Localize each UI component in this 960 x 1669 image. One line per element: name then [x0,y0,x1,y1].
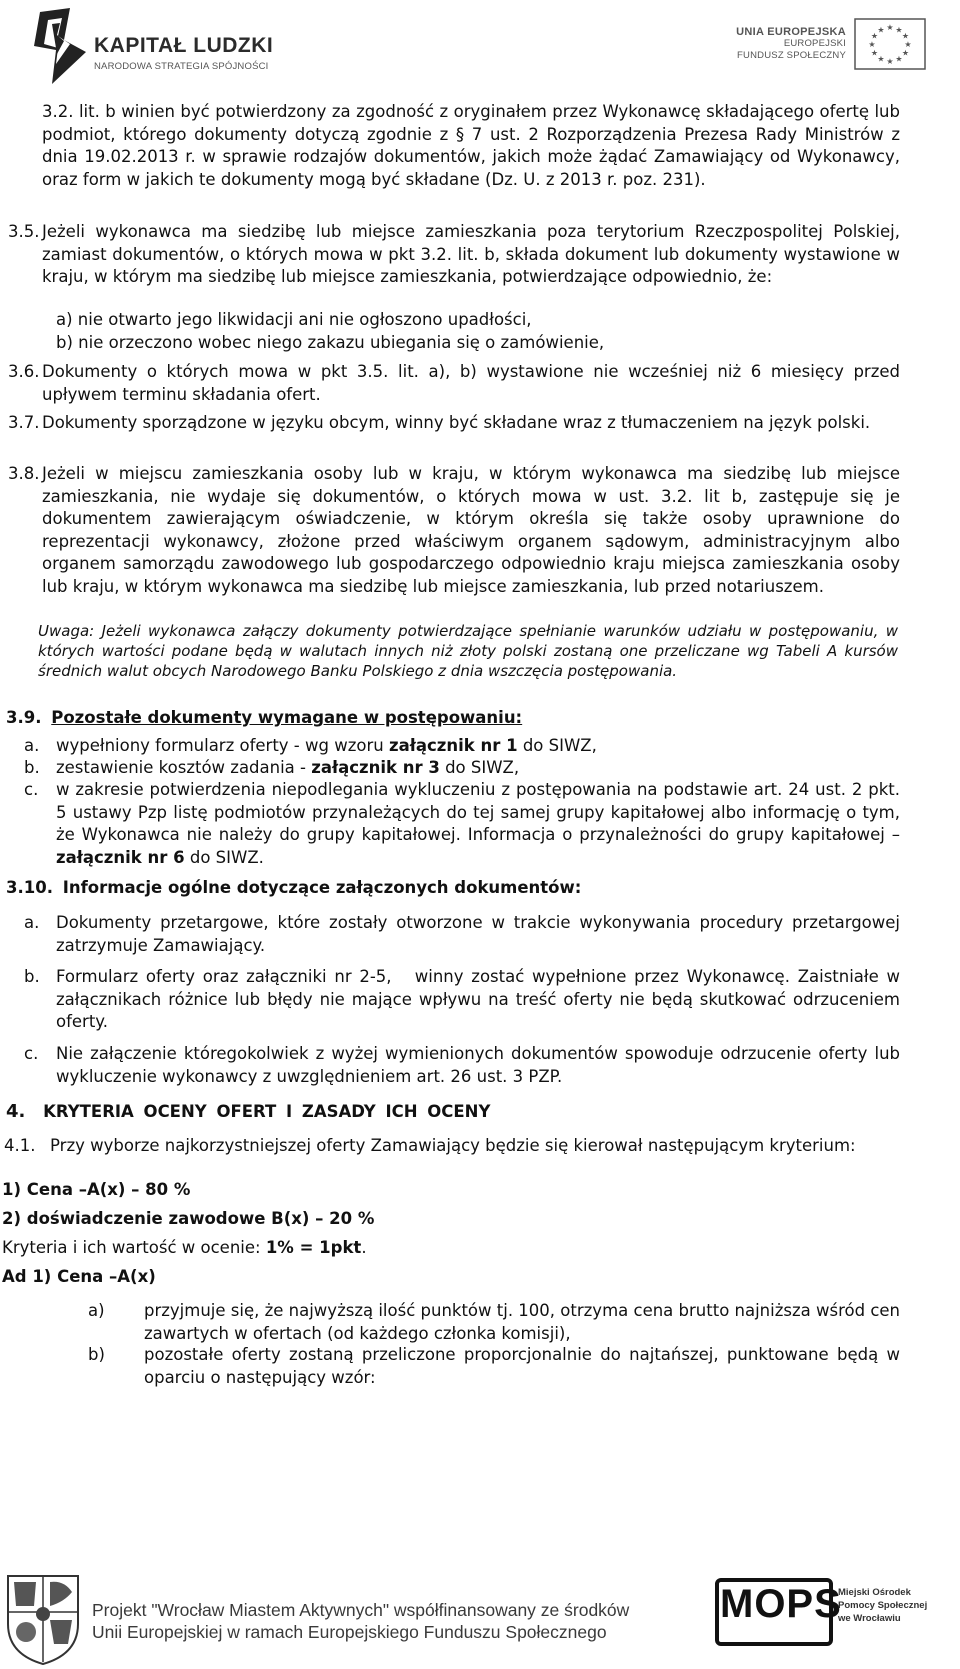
mops-caption-line-3: we Wrocławiu [838,1613,901,1624]
svg-text:★: ★ [886,57,894,66]
eu-logo-text [736,26,846,62]
kapital-ludzki-logo [30,6,330,90]
list-marker: c. [24,780,39,799]
paragraph-3-2: 3.2. lit. b winien być potwierdzony za zgodność z oryginałem przez Wykonawcę składającego ofertę lub podmiot, którego dokumenty dotyczą zgodnie z § 7 ust. 2 Rozporządzenia Prezesa Rady Ministrów z dnia 19.02.2013 r. w sprawie rodzajów dokumentów, jakich może żądać Zamawiający od Wykonawcy, oraz form w jakich te dokumenty mogą być składane (Dz. U. z 2013 r. poz. 231). [42,102,900,189]
eu-line-1: EUROPEJSKI [783,38,846,49]
list-marker: c. [24,1044,39,1063]
heading-3-9 [6,707,522,730]
section-number: 4.1. [4,1136,36,1155]
kapital-ludzki-mark-icon [30,6,90,86]
section-number: 3.5. [8,222,40,241]
heading-text: Informacje ogólne dotyczące załączonych dokumentów: [62,878,582,897]
list-text: wypełniony formularz oferty - wg wzoru załącznik nr 1 do SIWZ, [56,736,597,755]
list-marker: a) [88,1301,105,1320]
paragraph-text: Przy wyborze najkorzystniejszej oferty Zamawiający będzie się kierował następującym kryterium: [50,1136,856,1155]
eu-flag-icon [854,18,926,70]
section-number: 3.9. [6,708,42,727]
criterion-2: 2) doświadczenie zawodowe B(x) – 20 % [2,1209,375,1228]
section-number: 3.10. [6,878,53,897]
list-text: w zakresie potwierdzenia niepodlegania wykluczeniu z postępowania na podstawie art. 24 ust. 2 pkt. 5 ustawy Pzp listę podmiotów przynależących do tej samej grupy kapitałowej albo informację o tym, że Wykonawca nie należy do grupy kapitałowej. Informacja o przynależności do grupy kapitałowej – załącznik nr 6 do SIWZ. [56,780,900,867]
svg-text:★: ★ [868,40,876,49]
heading-4 [6,1101,490,1124]
heading-text: KRYTERIA OCENY OFERT I ZASADY ICH OCENY [43,1102,491,1121]
wroclaw-coat-of-arms-icon [4,1572,82,1666]
svg-text:★: ★ [870,48,879,58]
svg-text:★: ★ [901,48,910,58]
paragraph-text: Dokumenty sporządzone w języku obcym, winny być składane wraz z tłumaczeniem na język polski. [42,413,871,432]
kapital-ludzki-subtitle: NARODOWA STRATEGIA SPÓJNOŚCI [94,61,269,72]
mops-caption-line-1: Miejski Ośrodek [838,1587,911,1598]
footer-line-1: Projekt "Wrocław Miastem Aktywnych" współfinansowany ze środków [92,1600,630,1620]
list-marker: a. [24,913,40,932]
svg-text:★: ★ [877,54,885,64]
list-item-3-5-b: b) nie orzeczono wobec niego zakazu ubiegania się o zamówienie, [56,333,605,352]
section-number: 3.6. [8,362,40,381]
footer-line-2: Unii Europejskiej w ramach Europejskiego Funduszu Społecznego [92,1622,607,1642]
list-text: Dokumenty przetargowe, które zostały otworzone w trakcie wykonywania procedury przetargowej zatrzymuje Zamawiający. [56,913,900,955]
list-marker: b. [24,967,40,986]
list-marker: a. [24,736,40,755]
eu-line-2: FUNDUSZ SPOŁECZNY [737,50,846,61]
footer [0,1568,960,1668]
section-number: 3.8. [8,464,40,483]
svg-text:★: ★ [901,31,910,41]
mops-caption-line-2: Pomocy Społecznej [838,1600,928,1611]
list-text: Nie załączenie któregokolwiek z wyżej wymienionych dokumentów spowoduje odrzucenie oferty lub wykluczenie wykonawcy z uwzględnieniem art. 26 ust. 3 PZP. [56,1044,900,1086]
list-text: przyjmuje się, że najwyższą ilość punktów tj. 100, otrzyma cena brutto najniższa wśród cen zawartych w ofertach (od każdego członka komisji), [144,1301,901,1343]
list-text: zestawienie kosztów zadania - załącznik nr 3 do SIWZ, [56,758,520,777]
eu-title: UNIA EUROPEJSKA [736,26,846,38]
svg-text:★: ★ [904,40,912,49]
list-text: Formularz oferty oraz załączniki nr 2-5, winny zostać wypełnione przez Wykonawcę. Zaistniałe w załącznikach różnice lub błędy nie mające wpływu na treść oferty nie będą skutkować odrzuceniem oferty. [56,967,906,1031]
svg-text:★: ★ [886,23,894,32]
section-number: 4. [6,1101,26,1122]
kapital-ludzki-title: KAPITAŁ LUDZKI [94,34,274,57]
svg-text:★: ★ [877,25,885,35]
paragraph-text: Jeżeli w miejscu zamieszkania osoby lub w kraju, w którym wykonawca ma siedzibę lub miejsce zamieszkania, nie wydaje się dokumentów, o których mowa w ust. 3.2. lit b, zastępuje się je dokumentem zawierającym oświadczenie, w którym określa się także osoby uprawnione do reprezentacji wykonawcy, złożone przed właściwym organem sądowym, administracyjnym albo organem samorządu zawodowego lub gospodarczego odpowiednio kraju miejsca zamieszkania osoby lub kraju, w którym wykonawca ma siedzibę lub miejsce zamieszkania, lub przed notariuszem. [42,464,900,596]
svg-text:★: ★ [895,54,903,64]
mops-caption [838,1586,927,1625]
criterion-1: 1) Cena –A(x) – 80 % [2,1180,191,1199]
paragraph-text: Jeżeli wykonawca ma siedzibę lub miejsce zamieszkania poza terytorium Rzeczpospolitej Polskiej, zamiast dokumentów, o których mowa w pkt 3.2. lit. b, składa dokument lub dokumenty wystawione w kraju, w którym ma siedzibę lub miejsce zamieszkania, potwierdzające odpowiednio, że: [42,222,900,286]
section-number: 3.7. [8,413,40,432]
svg-text:★: ★ [870,31,879,41]
list-marker: b) [88,1345,105,1364]
list-text: pozostałe oferty zostaną przeliczone proporcjonalnie do najtańszej, punktowane będą w oparciu o następujący wzór: [144,1345,900,1387]
criteria-value: Kryteria i ich wartość w ocenie: 1% = 1pkt. [2,1238,367,1257]
heading-3-10 [6,877,581,900]
paragraph-text: Dokumenty o których mowa w pkt 3.5. lit. a), b) wystawione nie wcześniej niż 6 miesięcy przed upływem terminu składania ofert. [42,362,900,404]
heading-text: Pozostałe dokumenty wymagane w postępowaniu: [51,708,523,727]
note-uwaga: Uwaga: Jeżeli wykonawca załączy dokumenty potwierdzające spełnianie warunków udziału w postępowaniu, w których wartości podane będą w walutach innych niż złoty polski zostaną one przeliczane wg Tabeli A kursów średnich walut obcych Narodowego Banku Polskiego z dnia wszczęcia postępowania. [38,622,898,680]
mops-logo: MOPS [720,1582,842,1626]
eu-logo [696,18,926,74]
svg-text:★: ★ [895,25,903,35]
list-marker: b. [24,758,40,777]
list-item-3-5-a: a) nie otwarto jego likwidacji ani nie ogłoszono upadłości, [56,310,532,329]
ad-1-heading: Ad 1) Cena –A(x) [2,1267,156,1286]
